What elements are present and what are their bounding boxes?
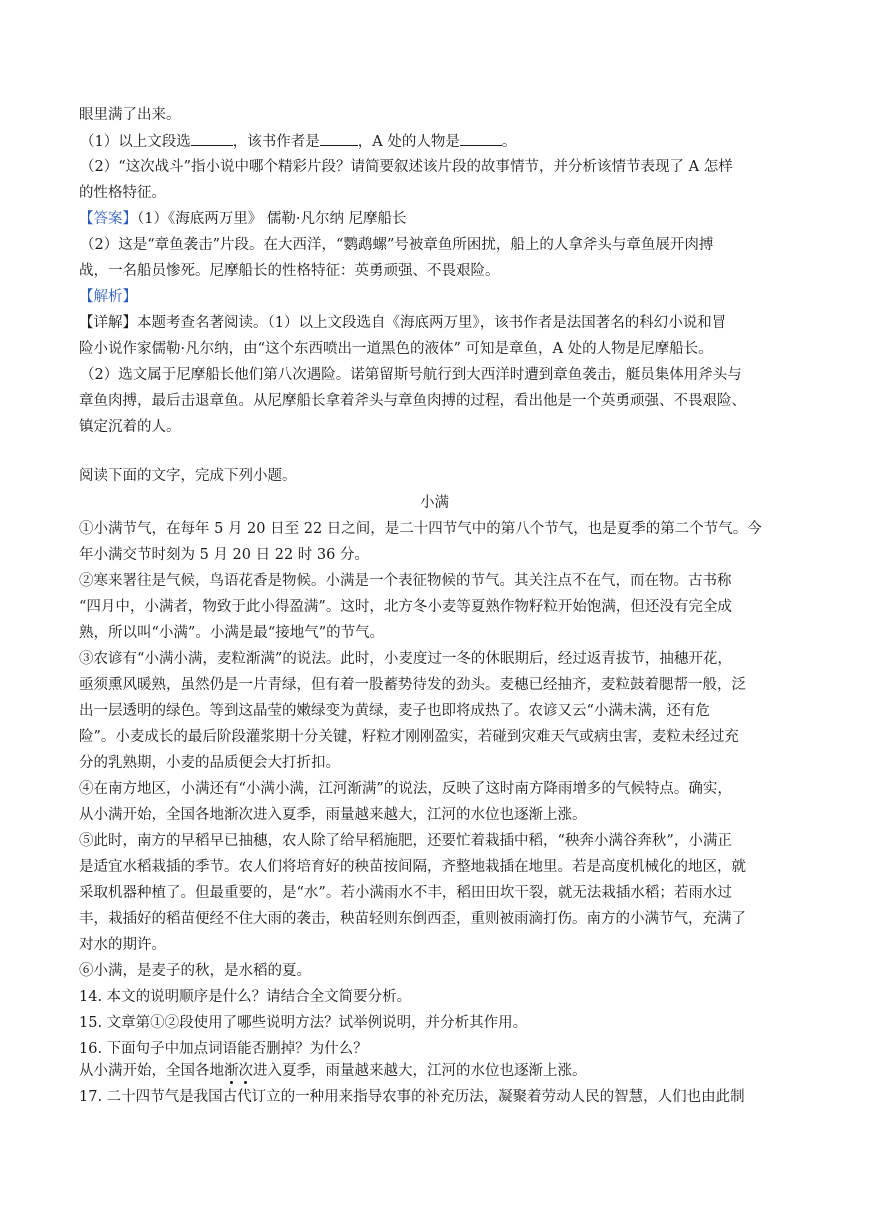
article-line: ②寒来署往是气候，鸟语花香是物候。小满是一个表征物候的节气。其关注点不在气，而在物。古书称	[79, 573, 732, 589]
reading-intro: 阅读下面的文字，完成下列小题。	[79, 468, 297, 484]
detail-line: （2）选文属于尼摩船长他们第八次遇险。诺第留斯号航行到大西洋时遭到章鱼袭击，艇员集体用斧头与	[80, 367, 742, 383]
detail-line: 【详解】本题考查名著阅读。（1）以上文段选自《海底两万里》，该书作者是法国著名的科幻小说和冒	[79, 315, 727, 331]
detail-line: 镇定沉着的人。	[79, 419, 181, 435]
question-1-line	[80, 131, 792, 152]
article-line: ④在南方地区，小满还有“小满小满，江河渐满”的说法，反映了这时南方降雨增多的气候特点。确实，	[79, 781, 732, 797]
article-title: 小满	[420, 495, 449, 511]
article-line: 对水的期许。	[79, 937, 166, 953]
question-2-line: （2）“这次战斗”指小说中哪个精彩片段？请简要叙述该片段的故事情节，并分析该情节表现了 A 怎样	[80, 159, 733, 175]
article-line: 分的乳熟期，小麦的品质便会大打折扣。	[79, 755, 340, 771]
article-line: ①小满节气，在每年 5 月 20 日至 22 日之间，是二十四节气中的第八个节气，也是夏季的第二个节气。今	[79, 521, 762, 537]
question-2-line: 的性格特征。	[79, 185, 166, 201]
article-line: 是适宜水稻栽插的季节。农人们将培育好的秧苗按间隔，齐整地栽插在地里。若是高度机械化的地区，就	[79, 859, 746, 875]
question-1-text: （1）以上文段选	[80, 134, 191, 150]
answer-blank	[191, 131, 233, 146]
question-1-text: 。	[501, 134, 517, 150]
answer-tag: 【答案】	[79, 211, 137, 227]
question-16-sentence	[79, 1061, 791, 1081]
question-15: 15. 文章第①②段使用了哪些说明方法？试举例说明，并分析其作用。	[79, 1015, 528, 1031]
article-line: “四月中，小满者，物致于此小得盈满”。这时，北方冬小麦等夏熟作物籽粒开始饱满，但还没有完全成	[79, 599, 732, 615]
question-1-text: ，该书作者是	[232, 134, 320, 150]
article-line: 熟，所以叫“小满”。小满是最“接地气”的节气。	[79, 625, 385, 641]
article-line: 亟须熏风暖熟，虽然仍是一片青绿，但有着一股蓄势待发的劲头。麦穗已经抽齐，麦粒鼓着腮帮一般，泛	[79, 677, 746, 693]
article-line: ⑥小满，是麦子的秋，是水稻的夏。	[79, 963, 311, 979]
question-14: 14. 本文的说明顺序是什么？请结合全文简要分析。	[79, 989, 412, 1005]
article-line: ⑤此时，南方的早稻早已抽穗，农人除了给早稻施肥，还要忙着栽插中稻，“秧奔小满谷奔秋”，小满正	[79, 833, 732, 849]
article-line: 出一层透明的绿色。等到这晶莹的嫩绿变为黄绿，麦子也即将成热了。农谚又云“小满未满，还有危	[79, 703, 710, 719]
answer-text: （1）《海底两万里》 儒勒·凡尔纳 尼摩船长	[137, 211, 407, 227]
answer-line	[79, 209, 791, 229]
article-line: 从小满开始，全国各地渐次进入夏季，雨量越来越大，江河的水位也逐渐上涨。	[79, 807, 587, 823]
article-line: 年小满交节时刻为 5 月 20 日 22 时 36 分。	[79, 547, 369, 563]
answer-blank	[460, 131, 502, 146]
sentence-text: 从小满开始，全国各地	[79, 1063, 224, 1079]
analysis-tag-line	[79, 287, 791, 307]
analysis-tag: 【解析】	[79, 289, 137, 305]
question-16: 16. 下面句子中加点词语能否删掉？为什么？	[79, 1041, 368, 1057]
answer-line: 战，一名船员惨死。尼摩船长的性格特征：英勇顽强、不畏艰险。	[79, 263, 500, 279]
detail-line: 险小说作家儒勒·凡尔纳，由“这个东西喷出一道黑色的液体” 可知是章鱼，A 处的人物是尼摩船长。	[79, 341, 713, 357]
answer-line: （2）这是“章鱼袭击”片段。在大西洋，“鹦鹉螺”号被章鱼所困扰，船上的人拿斧头与章鱼展开肉搏	[80, 237, 714, 253]
article-line: 险”。小麦成长的最后阶段灌浆期十分关键，籽粒才刚刚盈实，若碰到灾难天气或病虫害，麦粒未经过充	[79, 729, 739, 745]
dotted-word-char: 渐	[224, 1063, 239, 1079]
article-line: 丰，栽插好的稻苗便经不住大雨的袭击，秧苗轻则东倒西歪，重则被雨滴打伤。南方的小满节气，充满了	[79, 911, 746, 927]
detail-line: 章鱼肉搏，最后击退章鱼。从尼摩船长拿着斧头与章鱼肉搏的过程，看出他是一个英勇顽强、不畏艰险、	[79, 393, 746, 409]
dotted-word-char: 次	[238, 1063, 253, 1079]
sentence-text: 进入夏季，雨量越来越大，江河的水位也逐渐上涨。	[253, 1063, 587, 1079]
article-line: ③农谚有“小满小满，麦粒渐满”的说法。此时，小麦度过一冬的休眠期后，经过返青拔节，抽穗开花，	[79, 651, 732, 667]
article-line: 采取机器种植了。但最重要的，是“水”。若小满雨水不丰，稻田田坎干裂，就无法栽插水稻；若雨水过	[79, 885, 732, 901]
question-1-text: ，A 处的人物是	[357, 134, 460, 150]
question-17: 17. 二十四节气是我国古代订立的一种用来指导农事的补充历法，凝聚着劳动人民的智慧，人们也由此制	[79, 1089, 745, 1105]
answer-blank	[320, 131, 358, 146]
text-line: 眼里满了出来。	[79, 107, 181, 123]
